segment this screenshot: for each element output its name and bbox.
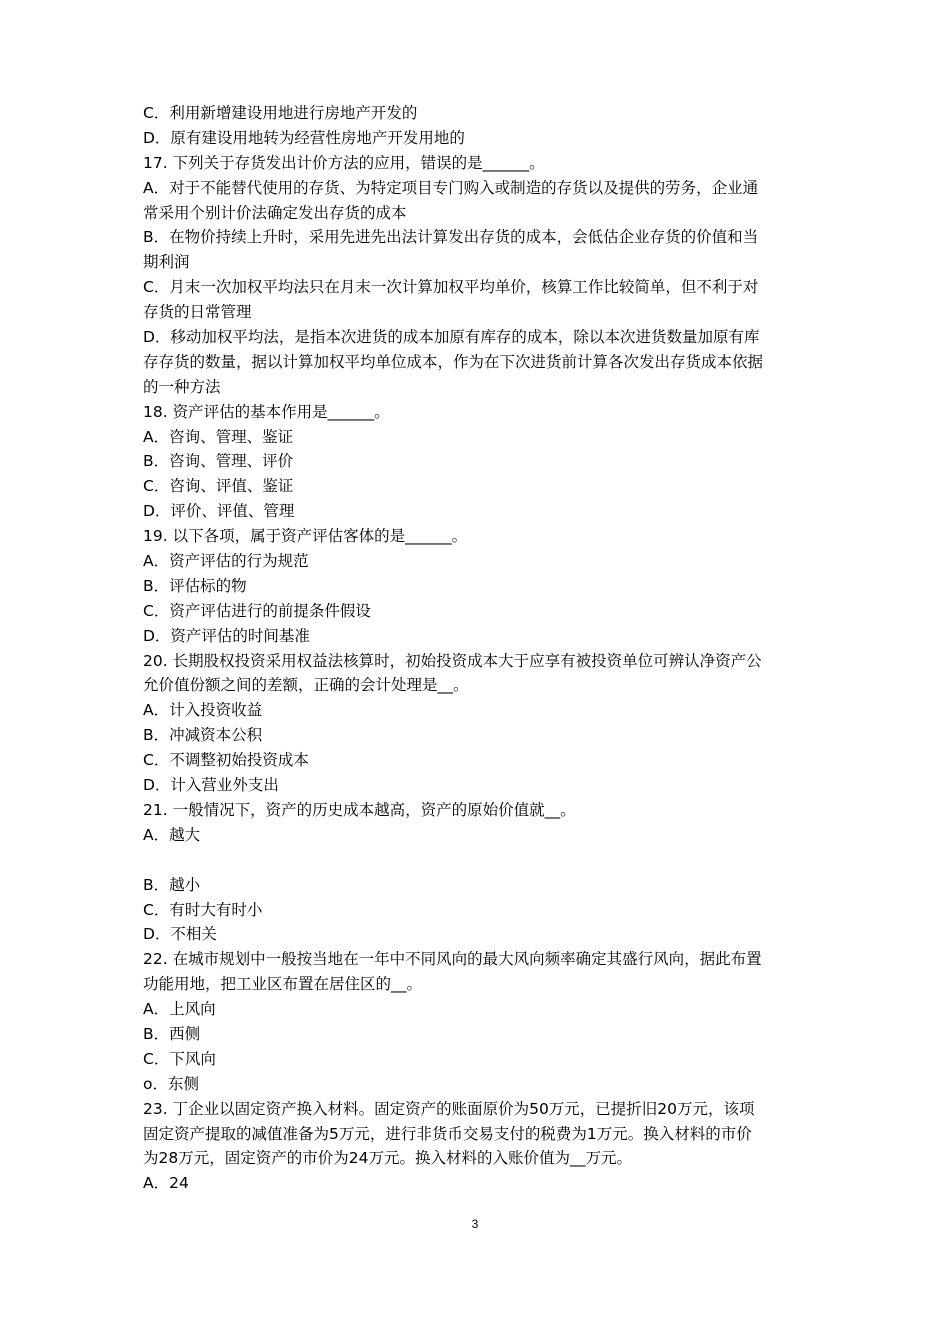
question-20-continued: 允价值份额之间的差额，正确的会计处理是__。 xyxy=(143,676,469,695)
blank-line xyxy=(143,848,813,873)
question-23-continued: 固定资产提取的减值准备为5万元，进行非货币交易支付的税费为1万元。换入材料的市价 xyxy=(143,1124,752,1143)
question-23: 23. 丁企业以固定资产换入材料。固定资产的账面原价为50万元，已提折旧20万元，该项 xyxy=(143,1099,755,1118)
option-line: C．利用新增建设用地进行房地产开发的 xyxy=(143,104,418,122)
option-line: C．月末一次加权平均法只在月末一次计算加权平均单价，核算工作比较简单，但不利于对 xyxy=(143,278,759,297)
question-20: 20. 长期股权投资采用权益法核算时，初始投资成本大于应享有被投资单位可辨认净资产公 xyxy=(143,651,762,670)
option-line: o．东侧 xyxy=(143,1074,199,1093)
option-line: C．下风向 xyxy=(143,1049,216,1068)
option-line: A．计入投资收益 xyxy=(143,701,263,720)
option-line: A．对于不能替代使用的存货、为特定项目专门购入或制造的存货以及提供的劳务，企业通 xyxy=(143,178,759,197)
question-22: 22. 在城市规划中一般按当地在一年中不同风向的最大风向频率确定其盛行风向，据此布置 xyxy=(143,950,762,969)
option-line-continued: 常采用个别计价法确定发出存货的成本 xyxy=(143,203,407,222)
option-line: B．西侧 xyxy=(143,1024,201,1043)
option-line: D．评价、评值、管理 xyxy=(143,502,295,521)
question-23-continued: 为28万元，固定资产的市价为24万元。换入材料的入账价值为__万元。 xyxy=(143,1149,632,1168)
question-18: 18. 资产评估的基本作用是______。 xyxy=(143,402,390,421)
option-line: B．评估标的物 xyxy=(143,576,247,595)
option-line-continued: 期利润 xyxy=(143,253,190,272)
question-17: 17. 下列关于存货发出计价方法的应用，错误的是______。 xyxy=(143,153,545,172)
option-line: D．原有建设用地转为经营性房地产开发用地的 xyxy=(143,128,465,147)
option-line: D．移动加权平均法，是指本次进货的成本加原有库存的成本，除以本次进货数量加原有库 xyxy=(143,328,760,347)
question-19: 19. 以下各项，属于资产评估客体的是______。 xyxy=(143,527,468,546)
option-line: B．越小 xyxy=(143,875,201,894)
option-line: B．在物价持续上升时，采用先进先出法计算发出存货的成本，会低估企业存货的价值和当 xyxy=(143,228,759,247)
option-line: C．咨询、评值、鉴证 xyxy=(143,477,294,496)
option-line-continued: 存存货的数量，据以计算加权平均单位成本，作为在下次进货前计算各次发出存货成本依据 xyxy=(143,352,764,371)
option-line: A．24 xyxy=(143,1174,189,1193)
option-line: C．资产评估进行的前提条件假设 xyxy=(143,601,371,620)
option-line: C．不调整初始投资成本 xyxy=(143,751,309,770)
option-line-continued: 的一种方法 xyxy=(143,377,221,396)
page-number: 3 xyxy=(471,1217,479,1231)
option-line: A．上风向 xyxy=(143,1000,216,1019)
option-line: A．资产评估的行为规范 xyxy=(143,552,309,571)
option-line: B．冲减资本公积 xyxy=(143,726,263,745)
question-22-continued: 功能用地，把工业区布置在居住区的__。 xyxy=(143,975,423,994)
page-body xyxy=(143,101,813,1196)
option-line: A．咨询、管理、鉴证 xyxy=(143,427,294,446)
option-line: C．有时大有时小 xyxy=(143,900,263,919)
option-line: A．越大 xyxy=(143,825,201,844)
question-21: 21. 一般情况下，资产的历史成本越高，资产的原始价值就__。 xyxy=(143,800,576,819)
option-line: D．不相关 xyxy=(143,925,217,944)
option-line: D．资产评估的时间基准 xyxy=(143,626,310,645)
option-line: B．咨询、管理、评价 xyxy=(143,452,294,471)
option-line: D．计入营业外支出 xyxy=(143,776,279,795)
option-line-continued: 存货的日常管理 xyxy=(143,303,252,322)
